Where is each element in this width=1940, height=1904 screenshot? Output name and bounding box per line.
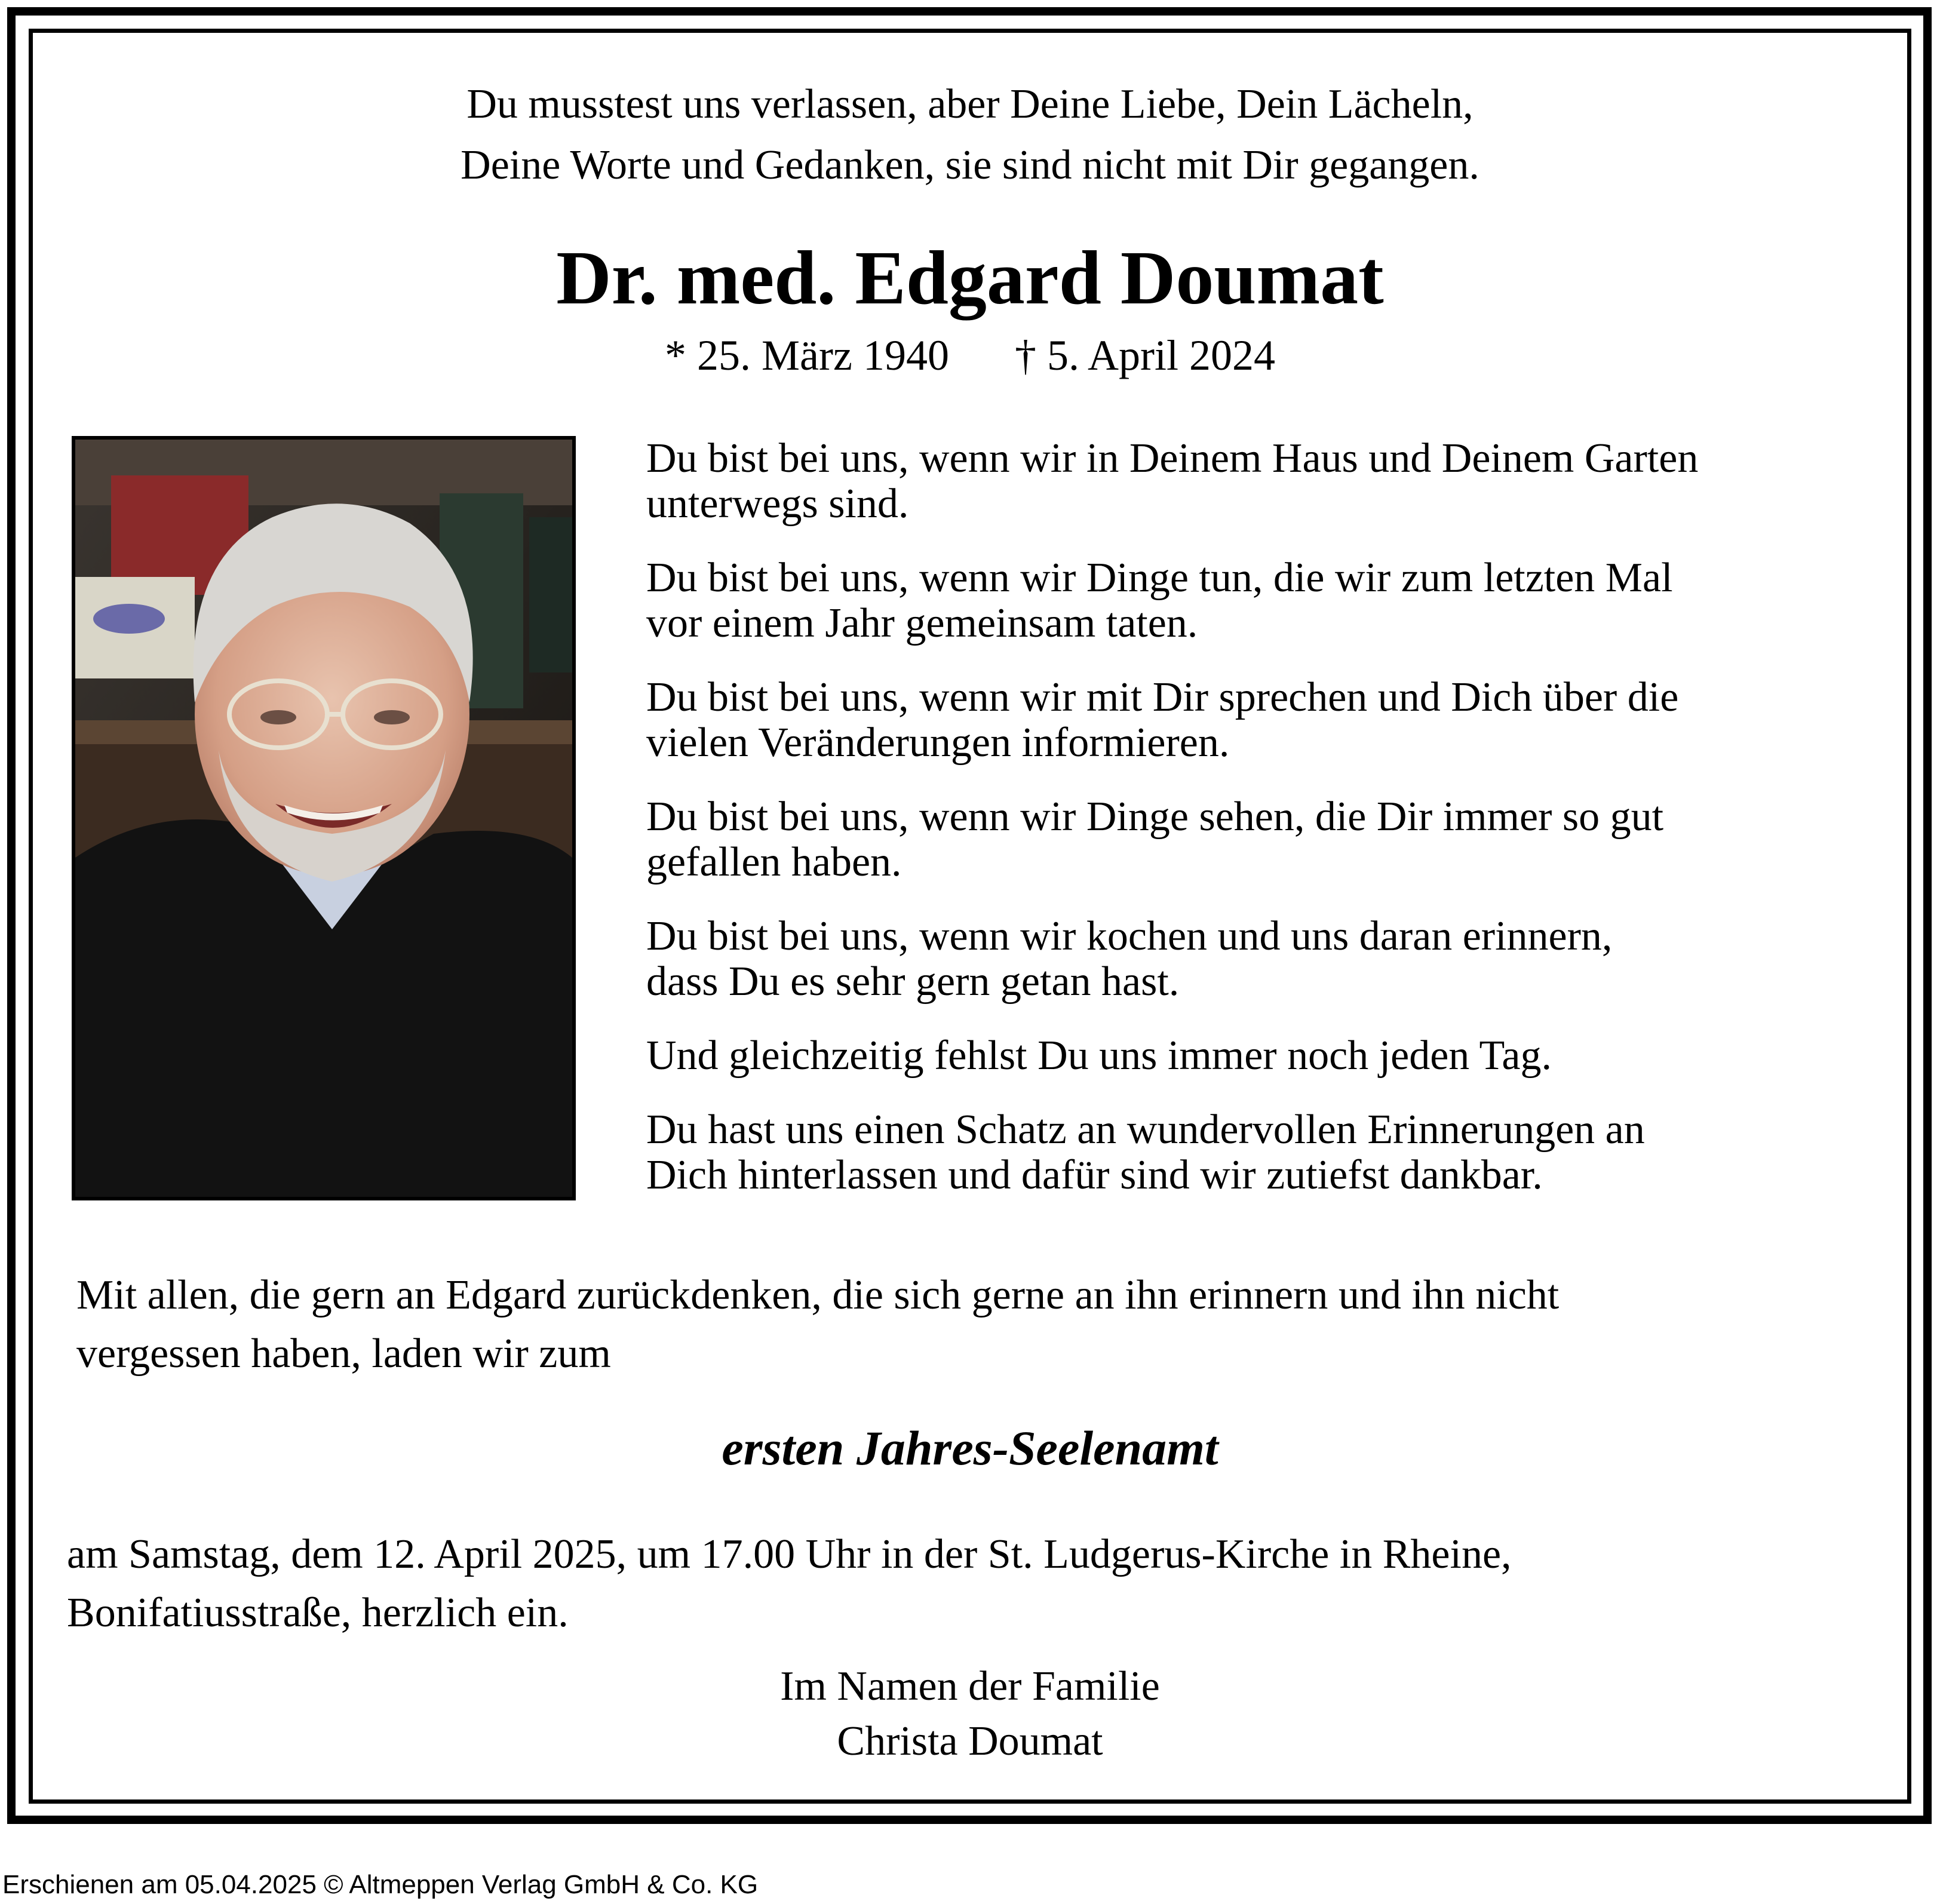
portrait-photo-icon [75,440,572,1197]
portrait-photo [72,436,576,1200]
poem-stanza: Du bist bei uns, wenn wir Dinge sehen, die Dir immer so gut gefallen haben. [646,794,1664,885]
poem-stanza: Du hast uns einen Schatz an wundervollen Erinnerungen an Dich hinterlassen und dafür sind wir zutiefst dankbar. [646,1107,1645,1198]
deceased-name: Dr. med. Edgard Doumat [556,235,1384,320]
service-title: ersten Jahres-Seelenamt [722,1421,1218,1475]
poem-stanza: Du bist bei uns, wenn wir Dinge tun, die wir zum letzten Mal vor einem Jahr gemeinsam taten. [646,555,1673,646]
motto-line-2: Deine Worte und Gedanken, sie sind nicht mit Dir gegangen. [461,142,1479,188]
poem [646,436,1877,1227]
poem-stanza: Du bist bei uns, wenn wir mit Dir sprechen und Dich über die vielen Veränderungen informieren. [646,674,1679,766]
motto-line-1: Du musstest uns verlassen, aber Deine Liebe, Dein Lächeln, [466,81,1474,127]
poem-stanza: Du bist bei uns, wenn wir kochen und uns daran erinnern, dass Du es sehr gern getan hast. [646,913,1613,1005]
signature [0,1659,1940,1769]
motto-quote [0,74,1940,196]
birth-date: * 25. März 1940 [665,331,949,379]
service-details: am Samstag, dem 12. April 2025, um 17.00 Uhr in der St. Ludgerus-Kirche in Rheine, Bonifatiusstraße, herzlich ein. [67,1531,1512,1636]
signature-line-1: Im Namen der Familie [780,1663,1160,1709]
invitation-text: Mit allen, die gern an Edgard zurückdenken, die sich gerne an ihn erinnern und ihn nicht vergessen haben, laden wir zum [76,1272,1560,1377]
life-dates [0,328,1940,382]
signature-name: Christa Doumat [837,1718,1103,1764]
poem-stanza: Du bist bei uns, wenn wir in Deinem Haus und Deinem Garten unterwegs sind. [646,435,1699,527]
poem-stanza: Und gleichzeitig fehlst Du uns immer noch jeden Tag. [646,1033,1552,1079]
death-date: † 5. April 2024 [1014,331,1275,379]
publication-footer: Erschienen am 05.04.2025 © Altmeppen Verlag GmbH & Co. KG [2,1870,759,1899]
